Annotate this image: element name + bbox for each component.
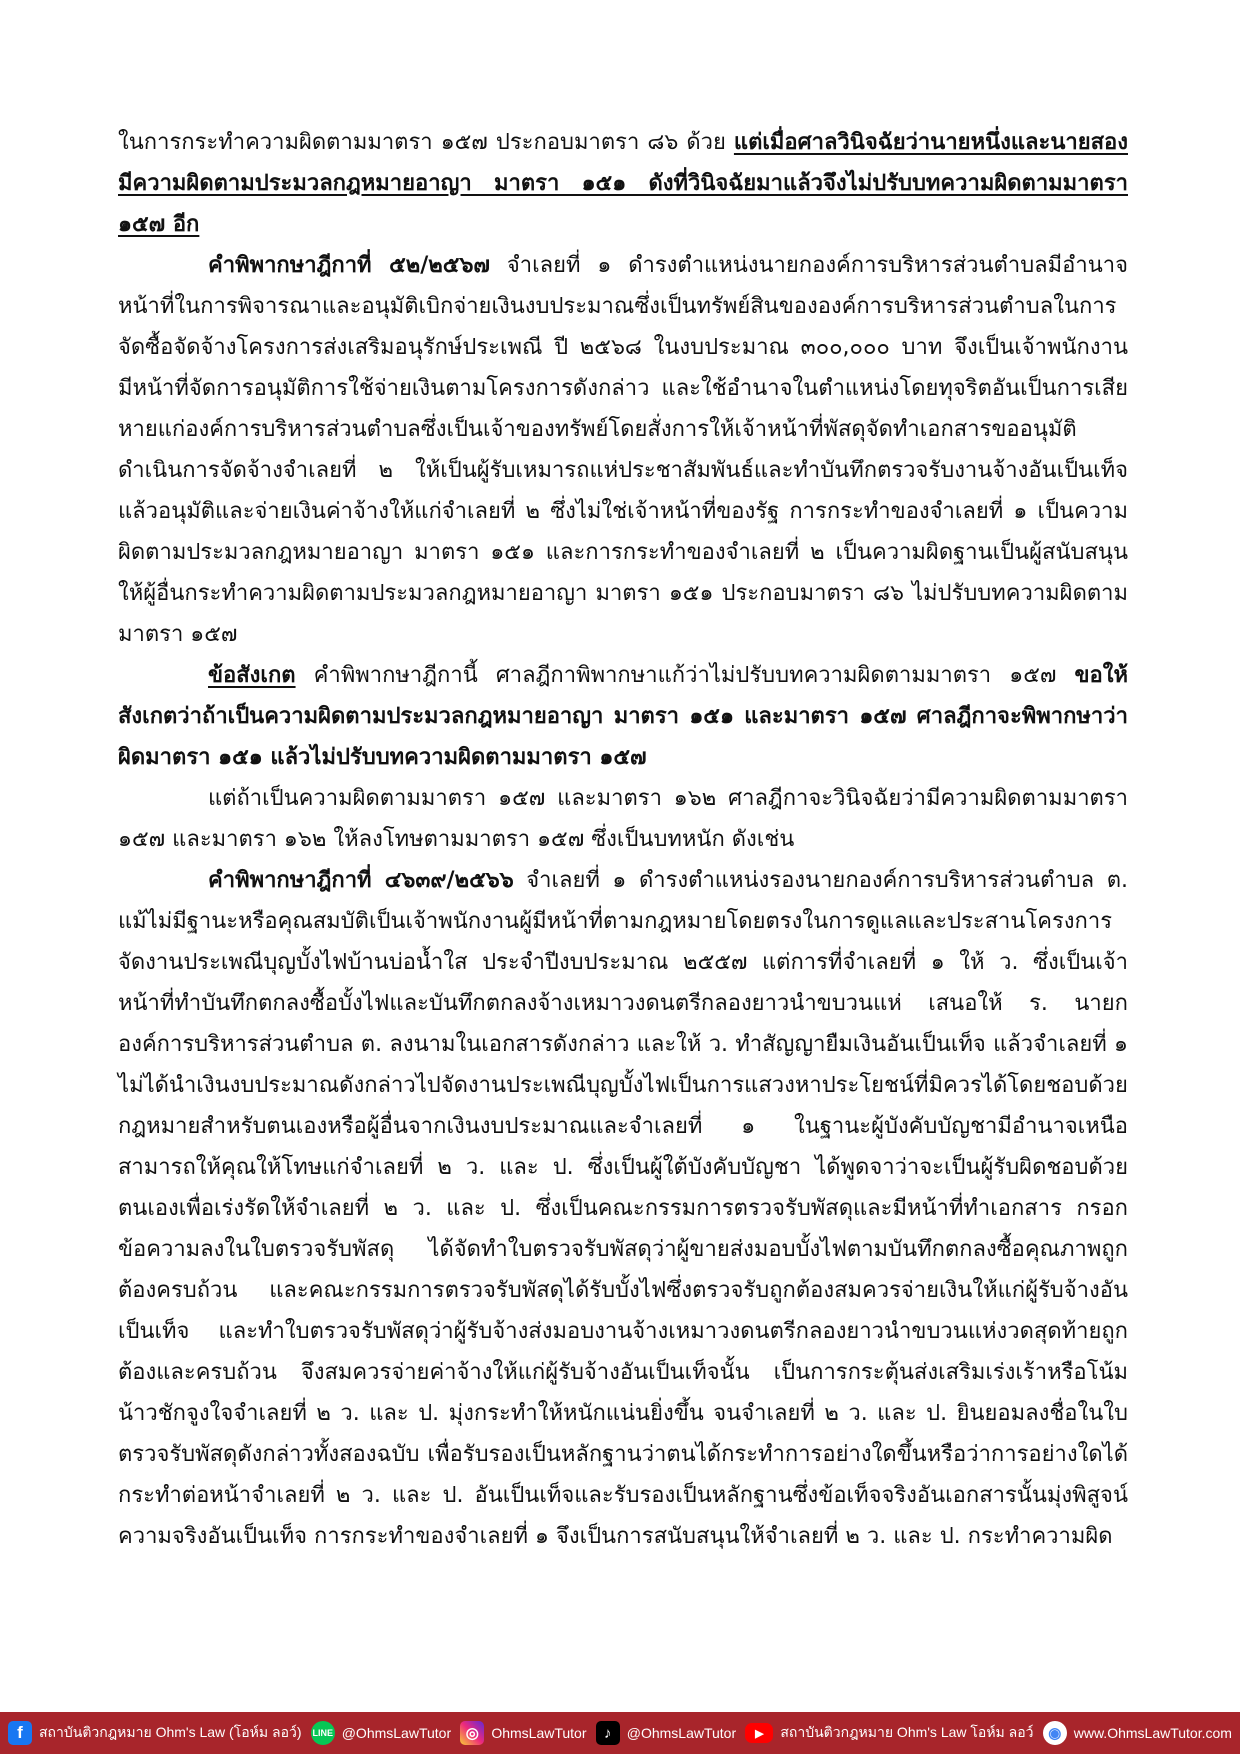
- footer-item-line[interactable]: [311, 1721, 451, 1745]
- paragraph-0-segment-0: ในการกระทำความผิดตามมาตรา ๑๕๗ ประกอบมาตรา ๘๖ ด้วย: [118, 130, 734, 155]
- footer-label: @OhmsLawTutor: [626, 1725, 737, 1741]
- paragraph-2-segment-1: คำพิพากษาฎีกานี้ ศาลฎีกาพิพากษาแก้ว่าไม่ปรับบทความผิดตามมาตรา ๑๕๗: [295, 663, 1075, 688]
- footer-bar: [0, 1712, 1240, 1754]
- paragraph-3: [118, 778, 1128, 860]
- footer-item-facebook[interactable]: [8, 1721, 302, 1745]
- tiktok-icon: ♪: [596, 1721, 620, 1745]
- footer-label: www.OhmsLawTutor.com: [1073, 1725, 1232, 1741]
- footer-label: สถาบันติวกฎหมาย Ohm's Law (โอห์ม ลอว์): [39, 1724, 302, 1740]
- footer-item-tiktok[interactable]: [596, 1721, 736, 1745]
- web-icon: ◉: [1043, 1721, 1067, 1745]
- paragraph-2: [118, 655, 1128, 778]
- paragraph-0: [118, 122, 1128, 245]
- footer-label: OhmsLawTutor: [491, 1725, 587, 1741]
- facebook-icon: f: [8, 1721, 32, 1745]
- paragraph-3-segment-0: แต่ถ้าเป็นความผิดตามมาตรา ๑๕๗ และมาตรา ๑๖๒ ศาลฎีกาจะวินิจฉัยว่ามีความผิดตามมาตรา ๑๕๗ และมาตรา ๑๖๒ ให้ลงโทษตามมาตรา ๑๕๗ ซึ่งเป็นบทหนัก ดังเช่น: [118, 786, 1128, 852]
- paragraph-1: [118, 245, 1128, 655]
- document-body: [118, 122, 1128, 1557]
- footer-label: @OhmsLawTutor: [341, 1725, 452, 1741]
- footer-item-instagram[interactable]: [460, 1721, 586, 1745]
- instagram-icon: ◎: [460, 1721, 484, 1745]
- paragraph-1-segment-1: จำเลยที่ ๑ ดำรงตำแหน่งนายกองค์การบริหารส่วนตำบลมีอำนาจหน้าที่ในการพิจารณาและอนุมัติเบิกจ่ายเงินงบประมาณซึ่งเป็นทรัพย์สินขององค์การบริหารส่วนตำบลในการจัดซื้อจัดจ้างโครงการส่งเสริมอนุรักษ์ประเพณี ปี ๒๕๖๘ ในงบประมาณ ๓๐๐,๐๐๐ บาท จึงเป็นเจ้าพนักงานมีหน้าที่จัดการอนุมัติการใช้จ่ายเงินตามโครงการดังกล่าว และใช้อำนาจในตำแหน่งโดยทุจริตอันเป็นการเสียหายแก่องค์การบริหารส่วนตำบลซึ่งเป็นเจ้าของทรัพย์โดยสั่งการให้เจ้าหน้าที่พัสดุจัดทำเอกสารขออนุมัติดำเนินการจัดจ้างจำเลยที่ ๒ ให้เป็นผู้รับเหมารถแห่ประชาสัมพันธ์และทำบันทึกตรวจรับงานจ้างอันเป็นเท็จ แล้วอนุมัติและจ่ายเงินค่าจ้างให้แก่จำเลยที่ ๒ ซึ่งไม่ใช่เจ้าหน้าที่ของรัฐ การกระทำของจำเลยที่ ๑ เป็นความผิดตามประมวลกฎหมายอาญา มาตรา ๑๕๑ และการกระทำของจำเลยที่ ๒ เป็นความผิดฐานเป็นผู้สนับสนุนให้ผู้อื่นกระทำความผิดตามประมวลกฎหมายอาญา มาตรา ๑๕๑ ประกอบมาตรา ๘๖ ไม่ปรับบทความผิดตามมาตรา ๑๕๗: [118, 253, 1128, 647]
- youtube-icon: ▶: [745, 1723, 773, 1743]
- paragraph-4: [118, 860, 1128, 1557]
- paragraph-4-segment-1: จำเลยที่ ๑ ดำรงตำแหน่งรองนายกองค์การบริหารส่วนตำบล ต. แม้ไม่มีฐานะหรือคุณสมบัติเป็นเจ้าพนักงานผู้มีหน้าที่ตามกฎหมายโดยตรงในการดูแลและประสานโครงการจัดงานประเพณีบุญบั้งไฟบ้านบ่อน้ำใส ประจำปีงบประมาณ ๒๕๕๗ แต่การที่จำเลยที่ ๑ ให้ ว. ซึ่งเป็นเจ้าหน้าที่ทำบันทึกตกลงซื้อบั้งไฟและบันทึกตกลงจ้างเหมาวงดนตรีกลองยาวนำขบวนแห่ เสนอให้ ร. นายกองค์การบริหารส่วนตำบล ต. ลงนามในเอกสารดังกล่าว และให้ ว. ทำสัญญายืมเงินอันเป็นเท็จ แล้วจำเลยที่ ๑ ไม่ได้นำเงินงบประมาณดังกล่าวไปจัดงานประเพณีบุญบั้งไฟเป็นการแสวงหาประโยชน์ที่มิควรได้โดยชอบด้วยกฎหมายสำหรับตนเองหรือผู้อื่นจากเงินงบประมาณและจำเลยที่ ๑ ในฐานะผู้บังคับบัญชามีอำนาจเหนือสามารถให้คุณให้โทษแก่จำเลยที่ ๒ ว. และ ป. ซึ่งเป็นผู้ใต้บังคับบัญชา ได้พูดจาว่าจะเป็นผู้รับผิดชอบด้วยตนเองเพื่อเร่งรัดให้จำเลยที่ ๒ ว. และ ป. ซึ่งเป็นคณะกรรมการตรวจรับพัสดุและมีหน้าที่ทำเอกสาร กรอกข้อความลงในใบตรวจรับพัสดุ ได้จัดทำใบตรวจรับพัสดุว่าผู้ขายส่งมอบบั้งไฟตามบันทึกตกลงซื้อคุณภาพถูกต้องครบถ้วน และคณะกรรมการตรวจรับพัสดุได้รับบั้งไฟซึ่งตรวจรับถูกต้องสมควรจ่ายเงินให้แก่ผู้รับจ้างอันเป็นเท็จ และทำใบตรวจรับพัสดุว่าผู้รับจ้างส่งมอบงานจ้างเหมาวงดนตรีกลองยาวนำขบวนแห่งวดสุดท้ายถูกต้องและครบถ้วน จึงสมควรจ่ายค่าจ้างให้แก่ผู้รับจ้างอันเป็นเท็จนั้น เป็นการกระตุ้นส่งเสริมเร่งเร้าหรือโน้มน้าวชักจูงใจจำเลยที่ ๒ ว. และ ป. มุ่งกระทำให้หนักแน่นยิ่งขึ้น จนจำเลยที่ ๒ ว. และ ป. ยินยอมลงชื่อในใบตรวจรับพัสดุดังกล่าวทั้งสองฉบับ เพื่อรับรองเป็นหลักฐานว่าตนได้กระทำการอย่างใดขึ้นหรือว่าการอย่างใดได้กระทำต่อหน้าจำเลยที่ ๒ ว. และ ป. อันเป็นเท็จและรับรองเป็นหลักฐานซึ่งข้อเท็จจริงอันเอกสารนั้นมุ่งพิสูจน์ความจริงอันเป็นเท็จ การกระทำของจำเลยที่ ๑ จึงเป็นการสนับสนุนให้จำเลยที่ ๒ ว. และ ป. กระทำความผิด: [118, 868, 1129, 1549]
- footer-item-youtube[interactable]: [745, 1722, 1033, 1744]
- paragraph-0-segment-1: แต่เมื่อศาลวินิจฉัยว่านายหนึ่งและนายสองมีความผิดตามประมวลกฎหมายอาญา มาตรา ๑๕๑ ดังที่วินิจฉัยมาแล้วจึงไม่ปรับบทความผิดตามมาตรา ๑๕๗ อีก: [118, 130, 1128, 237]
- paragraph-1-segment-0: คำพิพากษาฎีกาที่ ๕๒/๒๕๖๗: [208, 253, 490, 278]
- footer-label: สถาบันติวกฎหมาย Ohm's Law โอห์ม ลอว์: [780, 1724, 1034, 1740]
- line-icon: LINE: [311, 1721, 335, 1745]
- paragraph-2-segment-0: ข้อสังเกต: [208, 663, 296, 688]
- paragraph-2-segment-2: ขอให้สังเกตว่าถ้าเป็นความผิดตามประมวลกฎหมายอาญา มาตรา ๑๕๑ และมาตรา ๑๕๗ ศาลฎีกาจะพิพากษาว่าผิดมาตรา ๑๕๑ แล้วไม่ปรับบทความผิดตามมาตรา ๑๕๗: [118, 663, 1128, 770]
- paragraph-4-segment-0: คำพิพากษาฎีกาที่ ๔๖๓๙/๒๕๖๖: [208, 868, 514, 893]
- footer-item-web[interactable]: [1043, 1721, 1232, 1745]
